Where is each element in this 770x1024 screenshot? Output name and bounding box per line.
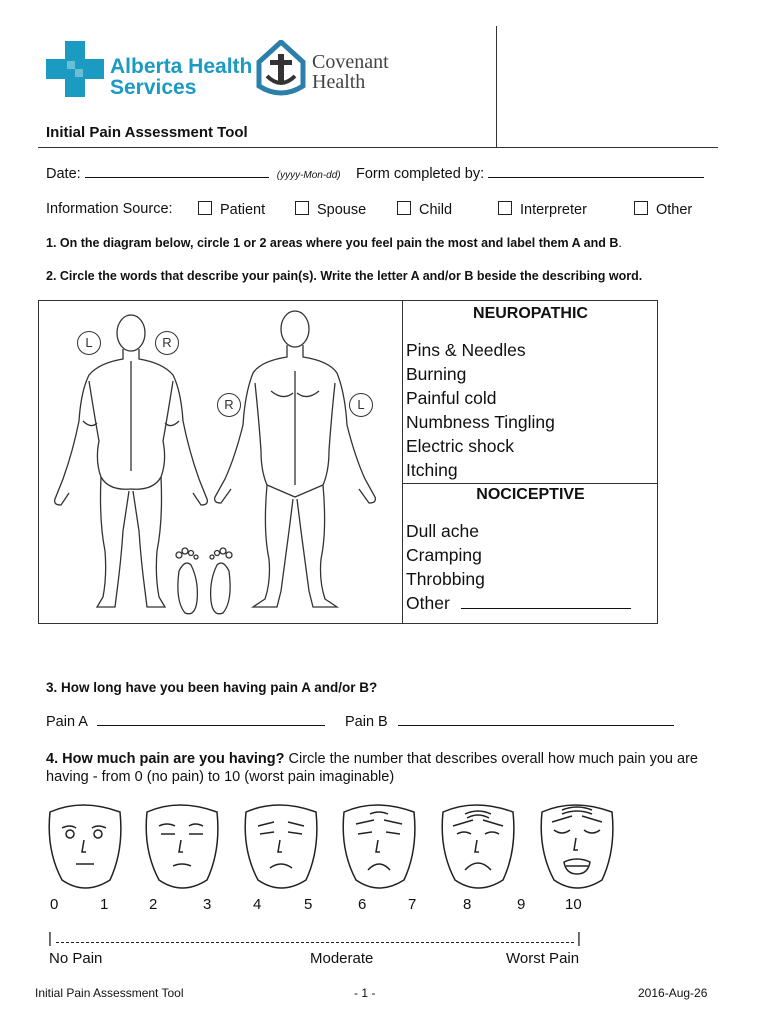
face-icon-10 (541, 805, 613, 888)
scale-number-4[interactable]: 4 (253, 896, 262, 913)
face-icon-4 (245, 805, 317, 888)
body-front-figure (215, 311, 376, 607)
pain-word[interactable]: Numbness Tingling (406, 412, 555, 432)
neuropathic-heading: NEUROPATHIC (473, 305, 588, 322)
face-icon-0 (49, 805, 121, 888)
checkbox[interactable] (634, 201, 648, 215)
source-option-patient[interactable] (198, 201, 265, 218)
source-option-spouse[interactable] (295, 201, 366, 218)
scale-number-10[interactable]: 10 (565, 896, 582, 913)
back-left-label: L (77, 331, 101, 355)
covenant-logo-icon (255, 40, 307, 98)
front-left-label: L (349, 393, 373, 417)
pain-b-label: Pain B (345, 714, 388, 730)
completed-by-field[interactable] (488, 177, 704, 178)
header-divider-vertical (496, 26, 497, 148)
checkbox[interactable] (498, 201, 512, 215)
source-label: Other (656, 202, 693, 218)
info-source-label: Information Source: (46, 201, 173, 217)
date-row (46, 166, 341, 182)
pain-word[interactable]: Cramping (406, 545, 482, 565)
scale-number-9[interactable]: 9 (517, 896, 526, 913)
pain-word[interactable]: Dull ache (406, 521, 479, 541)
scale-bar-left: | (48, 930, 52, 947)
pain-faces-scale[interactable] (40, 800, 620, 898)
pain-b-row (345, 714, 674, 730)
front-right-label: R (217, 393, 241, 417)
scale-number-1[interactable]: 1 (100, 896, 109, 913)
question-1-dot: . (618, 236, 622, 250)
scale-number-0[interactable]: 0 (50, 896, 59, 913)
pain-a-row (46, 714, 325, 730)
scale-number-7[interactable]: 7 (408, 896, 417, 913)
pain-a-label: Pain A (46, 714, 88, 730)
source-label: Interpreter (520, 202, 587, 218)
question-3: 3. How long have you been having pain A and/or B? (46, 680, 378, 695)
source-label: Child (419, 202, 453, 218)
pain-word: Other (406, 593, 450, 613)
pain-word[interactable]: Burning (406, 364, 467, 384)
question-4-bold: 4. How much pain are you having? (46, 751, 285, 767)
pain-words-column (402, 301, 658, 623)
pain-word[interactable]: Electric shock (406, 436, 514, 456)
source-label: Spouse (317, 202, 367, 218)
pain-word[interactable]: Pins & Needles (406, 340, 526, 360)
question-1-text: 1. On the diagram below, circle 1 or 2 areas where you feel pain the most and label them A and B (46, 236, 619, 250)
pain-diagram-panel (38, 300, 658, 624)
checkbox[interactable] (198, 201, 212, 215)
completed-by-label: Form completed by: (356, 166, 485, 182)
face-icon-6 (343, 805, 415, 888)
checkbox[interactable] (397, 201, 411, 215)
question-4-rest: Circle the number that describes overall how much pain you are having - from 0 (no pain) to 10 (worst pain imaginable) (46, 751, 698, 785)
pain-word[interactable]: Painful cold (406, 388, 497, 408)
scale-dashes (56, 942, 574, 943)
ahs-logo-line1: Alberta Health (110, 55, 253, 78)
ahs-logo-icon (46, 41, 104, 97)
source-option-other[interactable] (634, 201, 692, 218)
nociceptive-heading: NOCICEPTIVE (476, 486, 585, 503)
ahs-logo-text (110, 56, 252, 98)
question-4 (46, 750, 726, 786)
scale-number-5[interactable]: 5 (304, 896, 313, 913)
pain-b-field[interactable] (398, 725, 674, 726)
face-icon-8 (442, 805, 514, 888)
moderate-label: Moderate (310, 950, 374, 967)
no-pain-label: No Pain (49, 950, 103, 967)
source-label: Patient (220, 202, 266, 218)
scale-bar-right: | (577, 930, 581, 947)
scale-number-6[interactable]: 6 (358, 896, 367, 913)
neuropathic-list (406, 338, 555, 482)
foot-soles-figure (176, 548, 232, 614)
date-field[interactable] (85, 177, 269, 178)
page-title: Initial Pain Assessment Tool (46, 124, 248, 141)
covenant-logo-text (312, 52, 389, 92)
source-option-interpreter[interactable] (498, 201, 587, 218)
face-icon-2 (146, 805, 218, 888)
scale-number-2[interactable]: 2 (149, 896, 158, 913)
ahs-logo-line2: Services (110, 76, 197, 99)
question-1 (46, 236, 622, 250)
source-option-child[interactable] (397, 201, 452, 218)
pain-word[interactable]: Throbbing (406, 569, 485, 589)
other-pain-field[interactable] (461, 608, 631, 609)
question-2: 2. Circle the words that describe your pain(s). Write the letter A and/or B beside the describing word. (46, 269, 643, 283)
pain-word-other[interactable] (406, 591, 631, 615)
pain-word[interactable]: Itching (406, 460, 458, 480)
date-format-hint: (yyyy-Mon-dd) (276, 170, 341, 181)
pain-a-field[interactable] (97, 725, 325, 726)
date-label: Date: (46, 166, 81, 182)
scale-number-8[interactable]: 8 (463, 896, 472, 913)
scale-number-3[interactable]: 3 (203, 896, 212, 913)
back-right-label: R (155, 331, 179, 355)
footer-title: Initial Pain Assessment Tool (35, 986, 184, 1000)
footer-date: 2016-Aug-26 (638, 986, 708, 1000)
scale-bar (48, 930, 582, 948)
checkbox[interactable] (295, 201, 309, 215)
header-divider-horizontal (38, 147, 718, 148)
covenant-logo-line1: Covenant (312, 51, 389, 73)
footer-page-number: - 1 - (354, 986, 376, 1000)
pain-type-divider (403, 483, 658, 484)
nociceptive-list (406, 519, 631, 615)
covenant-logo-line2: Health (312, 71, 366, 93)
completed-by-row (356, 166, 704, 182)
worst-pain-label: Worst Pain (506, 950, 580, 967)
